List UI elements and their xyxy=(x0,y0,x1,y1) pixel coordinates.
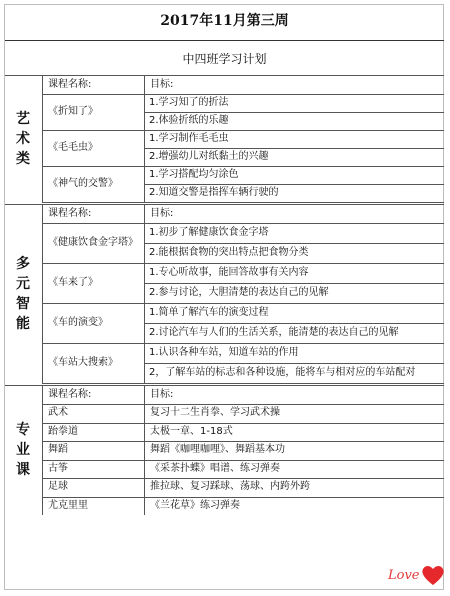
goal-divider xyxy=(144,363,444,364)
goal-divider xyxy=(144,323,444,324)
goal-text: 2.体验折纸的乐趣 xyxy=(149,115,229,126)
course-name: 《健康饮食金字塔》 xyxy=(48,237,138,248)
goal-text: 2.增强幼儿对纸黏土的兴趣 xyxy=(149,151,269,162)
course-row-divider xyxy=(42,460,444,461)
section-top-border xyxy=(5,385,444,386)
category-char: 智 xyxy=(16,295,30,312)
course-row-divider xyxy=(42,383,444,384)
category-char: 能 xyxy=(16,315,30,332)
goal-column-header: 目标: xyxy=(150,207,174,219)
plan-subtitle: 中四班学习计划 xyxy=(182,52,267,66)
category-char: 多 xyxy=(16,255,30,272)
goal-text: 2.讨论汽车与人们的生活关系，能清楚的表达自己的见解 xyxy=(149,327,399,338)
goal-text: 1.初步了解健康饮食金字塔 xyxy=(149,227,269,238)
course-name: 足球 xyxy=(48,481,68,493)
goal-text: 1.学习搭配均匀涂色 xyxy=(149,169,239,180)
category-char: 课 xyxy=(16,462,30,478)
course-row-divider xyxy=(42,343,444,344)
goal-text: 舞蹈《咖哩咖哩》、舞蹈基本功 xyxy=(150,444,285,456)
course-name: 《折知了》 xyxy=(48,106,98,117)
goal-divider xyxy=(144,243,444,244)
course-row-divider xyxy=(42,263,444,264)
goal-text: 2.参与讨论，大胆清楚的表达自己的见解 xyxy=(149,287,329,298)
course-name: 尤克里里 xyxy=(48,499,88,511)
course-column-divider xyxy=(144,385,145,515)
page-title: 2017年11月第三周 xyxy=(160,13,289,29)
category-char: 业 xyxy=(16,442,30,458)
heart-icon xyxy=(420,562,446,588)
goal-text: 2.知道交警是指挥车辆行驶的 xyxy=(149,187,279,198)
header-row-divider xyxy=(42,404,444,405)
goal-text: 1.学习制作毛毛虫 xyxy=(149,133,229,144)
course-name: 跆拳道 xyxy=(48,425,78,437)
category-char: 专 xyxy=(16,422,30,438)
goal-text: 太极一章、1-18式 xyxy=(150,425,233,437)
course-column-header: 课程名称: xyxy=(48,78,92,90)
category-char: 类 xyxy=(16,150,30,167)
course-row-divider xyxy=(42,166,444,167)
goal-column-header: 目标: xyxy=(150,388,174,400)
course-row-divider xyxy=(42,303,444,304)
goal-column-header: 目标: xyxy=(150,78,174,90)
course-name: 舞蹈 xyxy=(48,444,68,456)
course-name: 《神气的交警》 xyxy=(48,178,118,189)
category-column-divider xyxy=(42,385,43,515)
goal-divider xyxy=(144,112,444,113)
goal-divider xyxy=(144,283,444,284)
goal-divider xyxy=(144,184,444,185)
goal-text: 1.简单了解汽车的演变过程 xyxy=(149,307,269,318)
category-label xyxy=(5,109,41,169)
course-name: 《毛毛虫》 xyxy=(48,142,98,153)
goal-text: 复习十二生肖拳、学习武术操 xyxy=(150,407,280,419)
goal-text: 推拉球、复习踩球、荡球、内跨外跨 xyxy=(150,481,310,493)
category-column-divider xyxy=(42,204,43,383)
category-char: 元 xyxy=(16,275,30,292)
section-top-border xyxy=(5,75,444,76)
category-label xyxy=(5,420,41,480)
course-column-divider xyxy=(144,75,145,202)
course-name: 古筝 xyxy=(48,462,68,474)
goal-text: 1.专心听故事，能回答故事有关内容 xyxy=(149,267,309,278)
course-name: 武术 xyxy=(48,407,68,419)
goal-text: 《采茶扑蝶》唱谱、练习弹奏 xyxy=(150,462,280,474)
course-row-divider xyxy=(42,478,444,479)
goal-text: 2，了解车站的标志和各种设施，能将车与相对应的车站配对 xyxy=(149,367,416,378)
course-column-header: 课程名称: xyxy=(48,388,92,400)
header-row-divider xyxy=(42,94,444,95)
course-column-header: 课程名称: xyxy=(48,207,92,219)
goal-text: 1.学习知了的折法 xyxy=(149,97,229,108)
category-column-divider xyxy=(42,75,43,202)
title-divider xyxy=(5,40,444,41)
course-row-divider xyxy=(42,423,444,424)
goal-divider xyxy=(144,148,444,149)
category-char: 术 xyxy=(16,130,30,147)
course-row-divider xyxy=(42,497,444,498)
category-char: 艺 xyxy=(16,110,30,127)
love-signature: Love xyxy=(388,568,420,583)
course-row-divider xyxy=(42,202,444,203)
goal-text: 2.能根据食物的突出特点把食物分类 xyxy=(149,247,309,258)
course-name: 《车来了》 xyxy=(48,277,98,288)
section-top-border xyxy=(5,204,444,205)
goal-text: 1.认识各种车站，知道车站的作用 xyxy=(149,347,299,358)
course-column-divider xyxy=(144,204,145,383)
course-name: 《车站大搜索》 xyxy=(48,357,118,368)
goal-text: 《兰花草》练习弹奏 xyxy=(150,499,240,511)
category-label xyxy=(5,254,41,334)
header-row-divider xyxy=(42,223,444,224)
course-name: 《车的演变》 xyxy=(48,317,108,328)
course-row-divider xyxy=(42,441,444,442)
course-row-divider xyxy=(42,130,444,131)
